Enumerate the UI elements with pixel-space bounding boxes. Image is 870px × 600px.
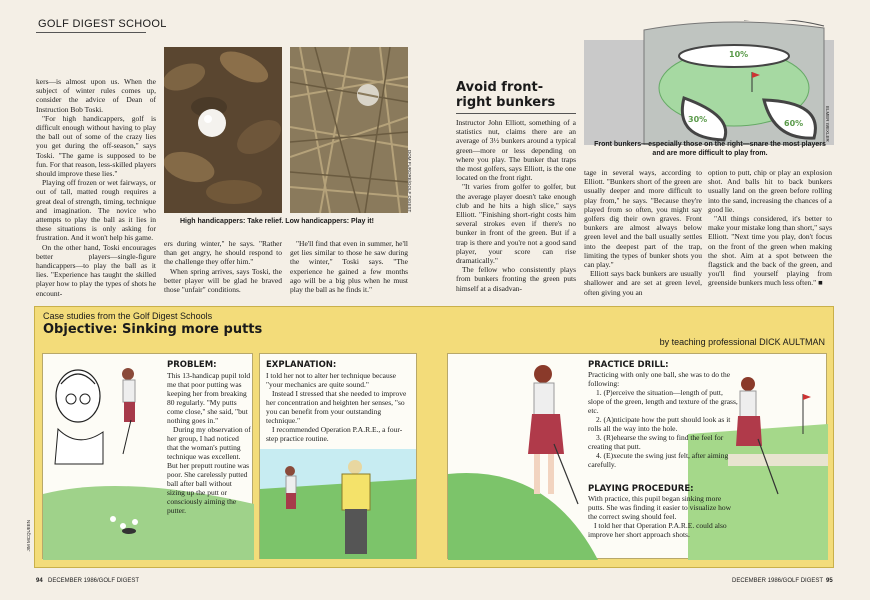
paragraph: tage in several ways, according to Elliott. "Bunkers short of the green are usually deeper and more difficult to play from," he says. "Because they're played from so often, you might say golfers dig their own graves. Front bunkers are almost always below green level and the ball usually settles into the deepest part of the trap, limiting the types of bunker shots you can play." — [584, 168, 702, 270]
drill-heading: PRACTICE DRILL: — [588, 360, 669, 370]
drill-step: 2. (A)nticipate how the putt should look as it rolls all the way into the hole. — [588, 415, 731, 433]
paragraph: Elliott says back bunkers are usually shallower and are set at green level, often giving you an — [584, 269, 702, 297]
artist-credit: JIM MCQUEEN — [26, 520, 31, 552]
drill-text — [588, 370, 738, 469]
paragraph: "It varies from golfer to golfer, but the average player doesn't take enough club and he hits a high slice," says Elliott. "Finishing short-right costs him several strokes even if there's no bunker in front of the green. But if a trap is there and you're not a good sand player, your score can rise dramatically." — [456, 182, 576, 266]
case-study-box — [34, 306, 834, 568]
case-study-kicker: Case studies from the Golf Digest Schools — [43, 311, 213, 321]
illustration-credit: ELMER WEXLER — [825, 106, 830, 142]
leaves-ball-image — [164, 47, 282, 213]
photo-caption: High handicappers: Take relief. Low handicappers: Play it! — [180, 218, 374, 225]
photo-frozen-lie — [290, 47, 408, 213]
paragraph: Playing off frozen or wet fairways, or out of tall, matted rough requires a great deal of strength, timing, technique and imagination. The novice who attempts to play the ball as it lies in these situations is only asking for frustration. And it won't help his game. — [36, 178, 156, 243]
paragraph: With practice, this pupil began sinking more putts. She was finding it easier to visualize how the correct swing should feel. — [588, 494, 732, 521]
explanation-text — [266, 371, 412, 443]
paragraph: "He'll find that even in summer, he'll get lies similar to those he saw during the winter," Toski says. "The experience he gained a few months ago will be a big plus when he must play the ball as he finds it." — [290, 239, 408, 295]
drill-step: 1. (P)erceive the situation—length of putt, slope of the green, length and texture of the grass, etc. — [588, 388, 738, 415]
bunker-column-3 — [708, 168, 832, 288]
procedure-text — [588, 494, 738, 539]
paragraph: Instead I stressed that she needed to improve her concentration and heighten her senses, "so you can benefit from your outstanding technique." — [266, 389, 407, 425]
pct-back-bunker: 10% — [729, 50, 749, 59]
paragraph: On the other hand, Toski encourages better players—single-figure handicappers—to play the ball as it lies. "Experience has taught the skilled player how to play the types of shots he encount- — [36, 242, 156, 298]
pct-front-right-bunker: 60% — [784, 119, 804, 128]
paragraph: ers during winter," he says. "Rather than get angry, he should respond to the challenge they offer him." — [164, 239, 282, 267]
section-header: GOLF DIGEST SCHOOL — [38, 18, 167, 30]
paragraph: "For high handicappers, golf is difficult enough without having to play the ball out of some of the crazy lies you get during the off-season," says Toski. "The game is supposed to be fun. For that reason, less-skilled players should improve these lies." — [36, 113, 156, 179]
paragraph: "All things considered, it's better to make your mistake long than short," says Elliott. "Next time you play, don't focus on the front of the green when making the shot. Aim at a spot between the flagstick and the back of the green, and you'll find yourself playing from greenside bunkers much less often." ■ — [708, 214, 832, 288]
paragraph: kers—is almost upon us. When the subject of winter rules comes up, consider the advice of Dean of Instruction Bob Toski. — [36, 77, 156, 114]
left-issue-line: DECEMBER 1986/GOLF DIGEST — [48, 578, 140, 584]
drill-panel — [447, 353, 827, 559]
pct-front-left-bunker: 30% — [688, 115, 708, 124]
right-page-number: 95 — [826, 578, 833, 584]
paragraph: I told her not to alter her technique because "your mechanics are quite sound." — [266, 371, 396, 389]
left-page-number: 94 — [36, 578, 43, 584]
bunker-column-2 — [584, 168, 702, 297]
paragraph: When spring arrives, says Toski, the better player will be glad he braved those "unfair" conditions. — [164, 266, 282, 295]
problem-text — [167, 371, 251, 515]
straw-ball-image — [290, 47, 408, 213]
headline-rule — [456, 113, 576, 114]
paragraph: I recommended Operation P.A.R.E., a four-step practice routine. — [266, 425, 403, 443]
case-study-byline: by teaching professional DICK AULTMAN — [659, 337, 825, 347]
paragraph: The fellow who consistently plays from bunkers fronting the green puts himself at a disadvan- — [456, 265, 576, 293]
explanation-panel — [259, 353, 417, 559]
explanation-heading: EXPLANATION: — [266, 360, 337, 370]
bunker-column-1 — [456, 118, 576, 293]
left-column — [36, 77, 156, 298]
photo-buried-lie — [164, 47, 282, 213]
drill-step: 3. (R)ehearse the swing to find the feel for creating that putt. — [588, 433, 724, 451]
bunker-illustration — [584, 20, 834, 145]
article-headline: Avoid front-right bunkers — [456, 80, 556, 110]
problem-heading: PROBLEM: — [167, 360, 217, 370]
header-rule — [36, 32, 146, 33]
drill-step: 4. (E)xecute the swing just felt, after aiming carefully. — [588, 451, 729, 469]
paragraph: This 13-handicap pupil told me that poor putting was keeping her from breaking 80 regularly. "My putts come close," she said, "but nothing goes in." — [167, 371, 251, 425]
case-study-title: Objective: Sinking more putts — [43, 322, 263, 337]
paragraph: option to putt, chip or play an explosion shot. And balls hit to back bunkers usually land on the green before rolling into the sand, increasing the chances of a good lie. — [708, 168, 832, 214]
mid-column-b — [290, 239, 408, 294]
bunker-caption: Front bunkers—especially those on the right—snare the most players and are more difficult to play from. — [594, 141, 826, 157]
paragraph: Instructor John Elliott, something of a statistics nut, claims there are an average of 3½ bunkers around a typical green—more or less depending on where you play. The bunker that traps the most golfers, says Elliott, is the one located on the front right. — [456, 118, 576, 183]
paragraph: I told her that Operation P.A.R.E. could also improve her short approach shots. — [588, 521, 727, 539]
mid-column-a — [164, 239, 282, 294]
putting-lesson-illustration — [260, 449, 416, 559]
photo-credit: DOM FURORE/GOLF DIGEST — [407, 150, 412, 213]
paragraph: During my observation of her group, I had noticed that the woman's putting technique was excellent. But her preputt routine was poor. She carelessly putted ball after ball without sizing up the putt or consciously aiming the putter. — [167, 425, 251, 515]
procedure-heading: PLAYING PROCEDURE: — [588, 484, 694, 494]
problem-panel — [42, 353, 253, 559]
drill-intro: Practicing with only one ball, she was to do the following: — [588, 370, 731, 388]
right-issue-line: DECEMBER 1986/GOLF DIGEST — [732, 578, 824, 584]
